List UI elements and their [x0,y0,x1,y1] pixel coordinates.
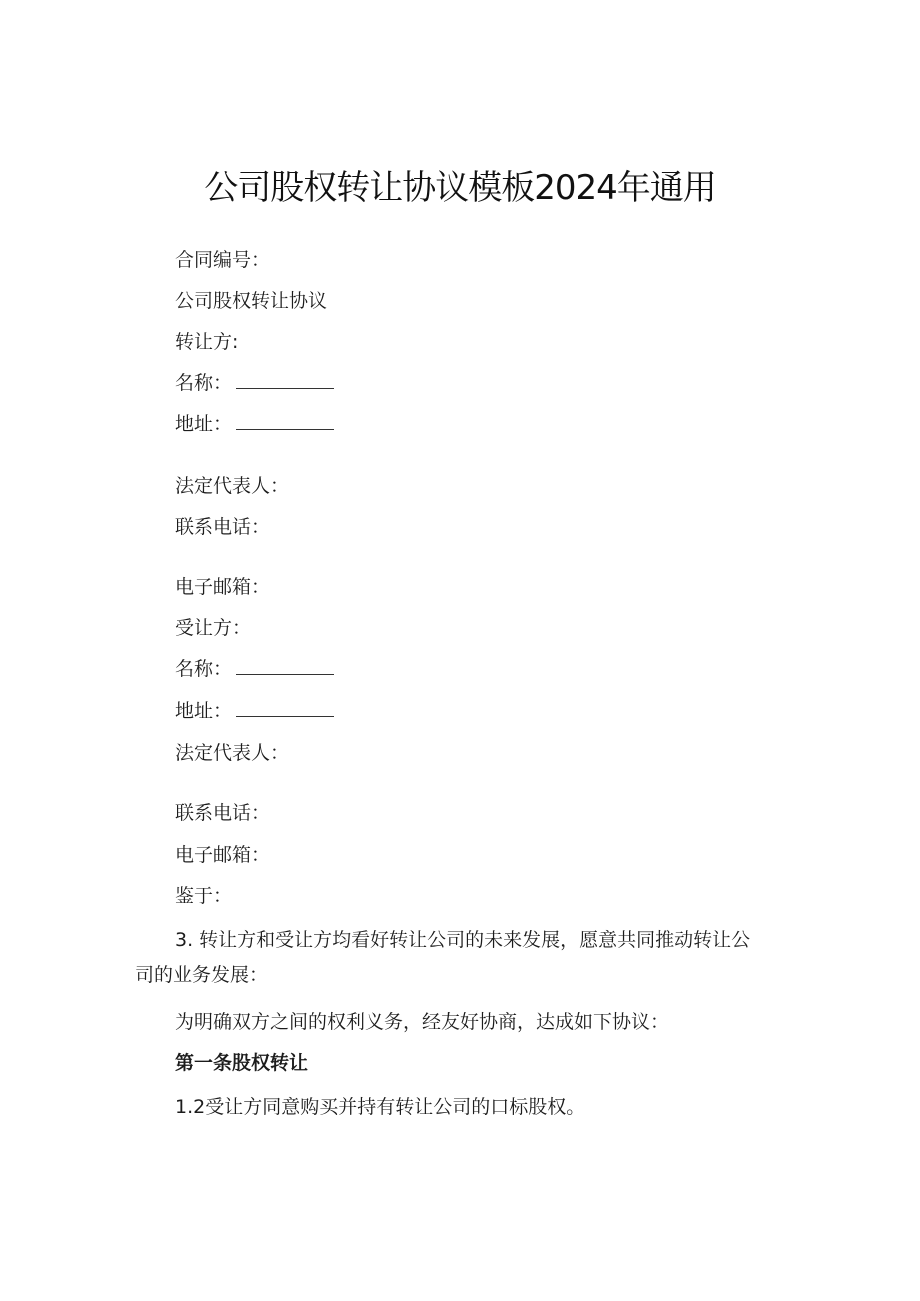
transferor-address-row [175,410,334,438]
transferee-phone-label: 联系电话： [175,802,271,824]
transferee-legal-rep-label: 法定代表人： [175,742,290,764]
transferee-name-blank [236,656,334,675]
transferor-heading: 转让方: [175,331,239,353]
transferor-name-blank [236,370,334,389]
clause-1-2: 1.2受让方同意购买并持有转让公司的口标股权。 [175,1096,586,1118]
transferor-name-label: 名称： [175,372,233,394]
transferor-name-row [175,369,334,397]
whereas-label: 鉴于： [175,885,233,907]
clause-3-line-1: 3. 转让方和受让方均看好转让公司的未来发展，愿意共同推动转让公 [175,929,751,951]
clause-3-line-2: 司的业务发展： [135,964,269,986]
transferee-address-row [175,697,334,725]
article-1-heading: 第一条股权转让 [175,1052,309,1074]
transferor-phone-label: 联系电话： [175,516,271,538]
transferee-name-row [175,655,334,683]
transferor-legal-rep-label: 法定代表人： [175,475,290,497]
contract-number-label: 合同编号： [175,249,271,271]
purpose-statement: 为明确双方之间的权利义务，经友好协商，达成如下协议： [175,1011,670,1033]
transferee-address-blank [236,698,334,717]
agreement-subtitle: 公司股权转让协议 [175,290,328,312]
transferee-name-label: 名称： [175,658,233,680]
transferor-address-label: 地址： [175,413,233,435]
transferor-email-label: 电子邮箱： [175,576,271,598]
transferee-email-label: 电子邮箱： [175,844,271,866]
document-title: 公司股权转让协议模板2024年通用 [204,168,716,208]
transferor-address-blank [236,411,334,430]
transferee-address-label: 地址： [175,700,233,722]
transferee-heading: 受让方： [175,617,252,639]
